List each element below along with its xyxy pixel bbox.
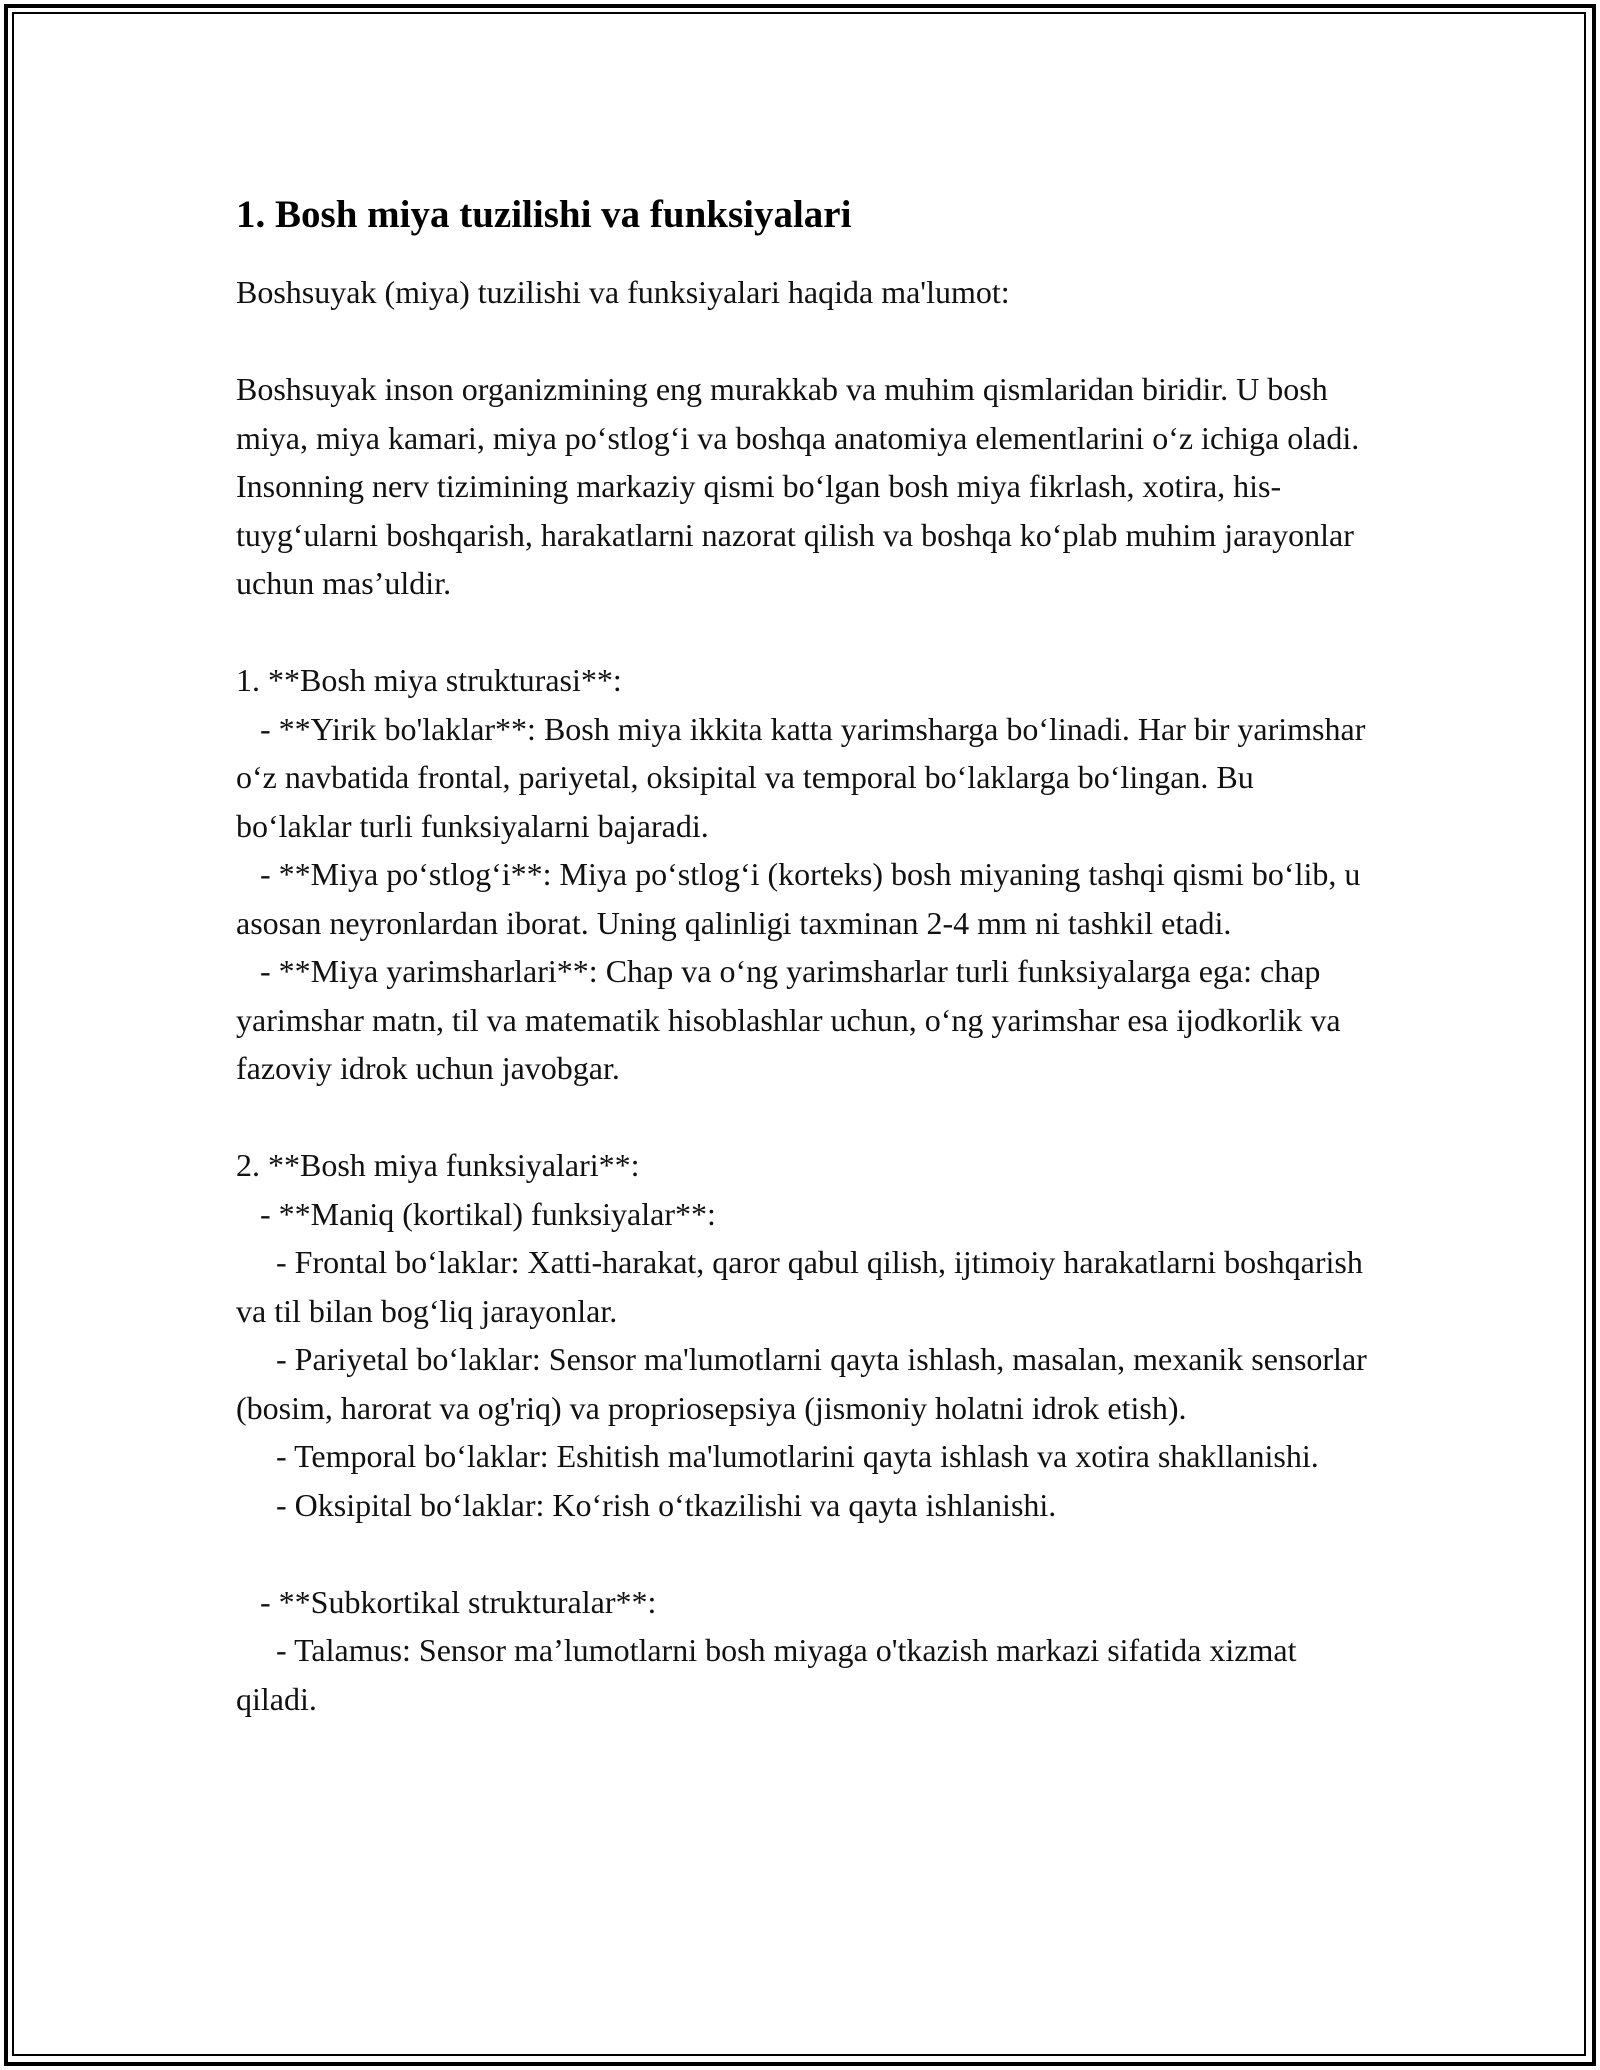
- section1-item-cortex: - **Miya po‘stlog‘i**: Miya po‘stlog‘i (korteks) bosh miyaning tashqi qismi bo‘lib, u asosan neyronlardan iborat. Uning qalinligi taxminan 2-4 mm ni tashkil etadi.: [236, 856, 1369, 941]
- section2-item-frontal: - Frontal bo‘laklar: Xatti-harakat, qaror qabul qilish, ijtimoiy harakatlarni boshqarish va til bilan bog‘liq jarayonlar.: [236, 1244, 1371, 1329]
- section2-subtitle-cortical: - **Maniq (kortikal) funksiyalar**:: [236, 1195, 716, 1232]
- section1-title: 1. **Bosh miya strukturasi**:: [236, 662, 622, 698]
- section1-item-hemispheres: - **Miya yarimsharlari**: Chap va o‘ng yarimsharlar turli funksiyalarga ega: chap yarimshar matn, til va matematik hisoblashlar uchun, o‘ng yarimshar esa ijodkorlik va fazoviy idrok uchun javobgar.: [236, 953, 1349, 1086]
- document-body: [236, 190, 1376, 1723]
- section2-subtitle-subcortical: - **Subkortikal strukturalar**:: [236, 1583, 657, 1620]
- blank-line: [236, 1529, 1376, 1578]
- section2-item-temporal: - Temporal bo‘laklar: Eshitish ma'lumotlarini qayta ishlash va xotira shakllanishi.: [236, 1438, 1319, 1474]
- section2-title: 2. **Bosh miya funksiyalari**:: [236, 1147, 640, 1183]
- intro-paragraph: Boshsuyak (miya) tuzilishi va funksiyalari haqida ma'lumot:: [236, 274, 1010, 310]
- overview-paragraph: Boshsuyak inson organizmining eng murakkab va muhim qismlaridan biridir. U bosh miya, miya kamari, miya po‘stlog‘i va boshqa anatomiya elementlarini o‘z ichiga oladi. Insonning nerv tizimining markaziy qismi bo‘lgan bosh miya fikrlash, xotira, his-tuyg‘ularni boshqarish, harakatlarni nazorat qilish va boshqa ko‘plab muhim jarayonlar uchun mas’uldir.: [236, 371, 1368, 601]
- section2-item-parietal: - Pariyetal bo‘laklar: Sensor ma'lumotlarni qayta ishlash, masalan, mexanik sensorlar (bosim, harorat va og'riq) va propriosepsiya (jismoniy holatni idrok etish).: [236, 1341, 1375, 1426]
- section1-item-lobes: - **Yirik bo'laklar**: Bosh miya ikkita katta yarimsharga bo‘linadi. Har bir yarimshar o‘z navbatida frontal, pariyetal, oksipital va temporal bo‘laklarga bo‘lingan. Bu bo‘laklar turli funksiyalarni bajaradi.: [236, 710, 1374, 844]
- blank-line: [236, 608, 1376, 657]
- section2-item-thalamus: - Talamus: Sensor ma’lumotlarni bosh miyaga o'tkazish markazi sifatida xizmat qiladi.: [236, 1632, 1305, 1717]
- section2-item-occipital: - Oksipital bo‘laklar: Ko‘rish o‘tkazilishi va qayta ishlanishi.: [236, 1486, 1057, 1523]
- blank-line: [236, 317, 1376, 366]
- blank-line: [236, 1093, 1376, 1142]
- section-heading: 1. Bosh miya tuzilishi va funksiyalari: [236, 193, 852, 236]
